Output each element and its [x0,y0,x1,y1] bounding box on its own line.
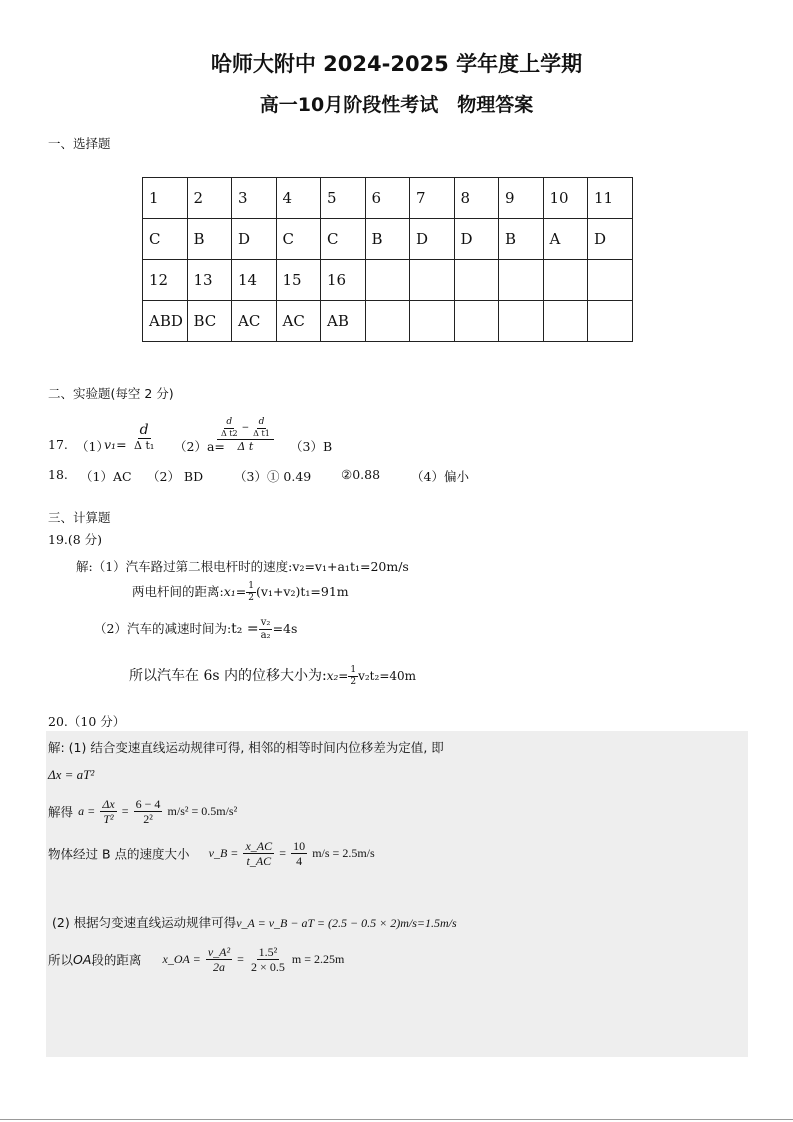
table-cell [454,301,499,342]
table-cell: 1 [143,178,188,219]
section3-heading: 三、计算题 [48,510,111,525]
q17-frac-num: d [139,422,149,438]
table-cell: 3 [232,178,277,219]
q17-p2-den: Δ t [237,440,254,453]
q20-solution-box [46,731,748,1057]
table-cell: 6 [365,178,410,219]
q20-line3-f1-den: T² [103,812,114,826]
table-cell [499,260,544,301]
q17-number: 17. [48,437,68,452]
q20-line6-f2-num: 1.5² [258,945,278,959]
q20-line3-prefix: 解得 [48,804,74,820]
q17-p2-b-den: Δ t1 [253,429,270,438]
table-cell [365,301,410,342]
q17-part3: （3）B [290,439,333,454]
table-cell [410,260,455,301]
q17-part2-fraction [217,418,274,452]
q20-line6-prefix: 所以 [48,952,74,968]
table-cell: C [276,219,321,260]
table-cell: 11 [588,178,633,219]
table-cell: AC [276,301,321,342]
table-cell [499,301,544,342]
table-cell [410,301,455,342]
section1-heading: 一、选择题 [48,136,111,151]
table-cell: 5 [321,178,366,219]
q19-line1 [76,557,409,575]
table-cell: 8 [454,178,499,219]
table-cell: D [232,219,277,260]
table-cell: 12 [143,260,188,301]
table-cell: AC [232,301,277,342]
q19-line4-eq-b: v₂t₂=40m [358,669,417,683]
footer-divider [0,1119,793,1120]
table-cell: D [588,219,633,260]
q19-line4 [129,665,416,687]
q17-p2-a-den: Δ t2 [221,429,238,438]
q20-line3-f2-den: 2² [143,812,153,826]
table-cell: BC [187,301,232,342]
q20-line1: 解: (1) 结合变速直线运动规律可得, 相邻的相等时间内位移差为定值, 即 [48,740,444,755]
q20-line3-f2-num: 6 − 4 [135,797,161,811]
table-cell [454,260,499,301]
q20-line4-f1-num: x_AC [245,839,273,853]
table-cell: B [365,219,410,260]
q20-line5 [52,912,457,931]
q20-line4-f1-den: t_AC [246,854,272,868]
q19-heading: 19.(8 分) [48,532,103,547]
q19-line3-rhs: =4s [272,621,298,636]
q20-line3-a: a = [78,804,96,818]
q18-part2: （2） BD [147,469,204,484]
q20-line2: Δx = aT² [48,767,95,782]
q19-line2 [132,582,349,603]
table-cell [543,260,588,301]
table-row [143,178,633,219]
table-cell: A [543,219,588,260]
q20-line5-prefix: (2) 根据匀变速直线运动规律可得 [52,915,237,930]
q17-part1-label: （1） [76,439,109,454]
q17-p2-a-num: d [226,417,233,427]
q19-line4-prefix: 所以汽车在 6s 内的位移大小为: [129,668,327,684]
table-cell: C [321,219,366,260]
q19-line4-frac-num: 1 [350,664,357,675]
q19-line3-prefix: （2）汽车的减速时间为: [94,621,232,636]
table-cell: D [410,219,455,260]
q19-line4-frac-den: 2 [350,676,357,687]
table-cell: AB [321,301,366,342]
q20-line6-oa: OA [73,952,92,967]
q18-part4: （4）偏小 [411,469,469,484]
section2-heading: 二、实验题(每空 2 分) [48,386,174,401]
q20-line4-a: v_B = [208,846,239,860]
q19-line3-lhs: t₂ = [231,621,259,637]
q19-line1-eq: v₂=v₁+a₁t₁=20m/s [292,559,409,574]
page-subtitle: 高一10月阶段性考试 物理答案 [259,94,534,116]
q20-line4-prefix: 物体经过 B 点的速度大小 [48,846,190,862]
table-row [143,260,633,301]
q20-line6-f1-num: v_A² [207,945,231,959]
q18-part3b: ②0.88 [341,467,381,482]
q20-line4 [48,840,375,867]
q19-line2-eq-a: x₁= [223,584,247,599]
table-cell [543,301,588,342]
q20-line3-eq: = [121,804,129,818]
q20-heading: 20.（10 分） [48,714,126,729]
table-cell: 9 [499,178,544,219]
q20-line4-rhs: m/s = 2.5m/s [312,846,375,860]
table-cell: B [187,219,232,260]
table-cell: 7 [410,178,455,219]
q18-part3: （3）① 0.49 [234,469,312,484]
q17-p2-b-num: d [258,417,265,427]
q20-line6-f2-den: 2 × 0.5 [251,960,285,974]
q20-line6-f1-den: 2a [212,960,225,974]
q20-line6-mid: 段的距离 [91,952,142,968]
q20-line4-f2-den: 4 [296,854,303,868]
q17-part1-lhs: v₁= [104,437,127,452]
q18-number: 18. [48,467,68,482]
answer-table [142,177,633,342]
q19-line2-prefix: 两电杆间的距离: [132,584,224,599]
q17-frac-den: Δ t₁ [134,439,155,452]
q20-line5-eq: v_A = v_B − aT = (2.5 − 0.5 × 2)m/s=1.5m/s [236,916,457,930]
q20-line4-f2-num: 10 [293,839,306,853]
table-row [143,219,633,260]
q20-line3-f1-num: Δx [102,797,115,811]
table-cell: 2 [187,178,232,219]
q19-line2-frac-den: 2 [248,593,254,603]
table-cell: D [454,219,499,260]
table-cell: 4 [276,178,321,219]
q20-line6-eq: = [237,952,244,966]
q20-line6-rhs: m = 2.25m [291,952,345,966]
q18-part1: （1）AC [80,469,132,484]
q20-line3 [48,798,237,825]
q20-line3-rhs: m/s² = 0.5m/s² [167,804,238,818]
q19-line4-eq-a: x₂= [326,669,349,683]
table-cell [588,301,633,342]
table-cell: 14 [232,260,277,301]
table-cell: 15 [276,260,321,301]
q19-line2-frac-num: 1 [248,581,254,591]
table-cell [365,260,410,301]
table-cell [588,260,633,301]
q17-part1-fraction [132,423,156,451]
table-row [143,301,633,342]
q20-line6-a: x_OA = [162,952,201,966]
table-cell: C [143,219,188,260]
table-cell: ABD [143,301,188,342]
page-title: 哈师大附中 2024-2025 学年度上学期 [210,52,583,76]
q20-line4-eq: = [279,846,287,860]
q19-line3 [94,618,297,641]
q17-part2-label: （2）a= [174,439,225,454]
table-cell: 10 [543,178,588,219]
q19-line1-prefix: 解:（1）汽车路过第二根电杆时的速度: [76,559,293,574]
q19-line3-frac-den: a₂ [260,630,271,641]
table-cell: 13 [187,260,232,301]
q19-line3-frac-num: v₂ [260,617,271,628]
q20-line6 [48,946,344,973]
q19-line2-eq-b: (v₁+v₂)t₁=91m [256,584,349,599]
table-cell: 16 [321,260,366,301]
table-cell: B [499,219,544,260]
q17-p2-minus: − [241,422,250,433]
